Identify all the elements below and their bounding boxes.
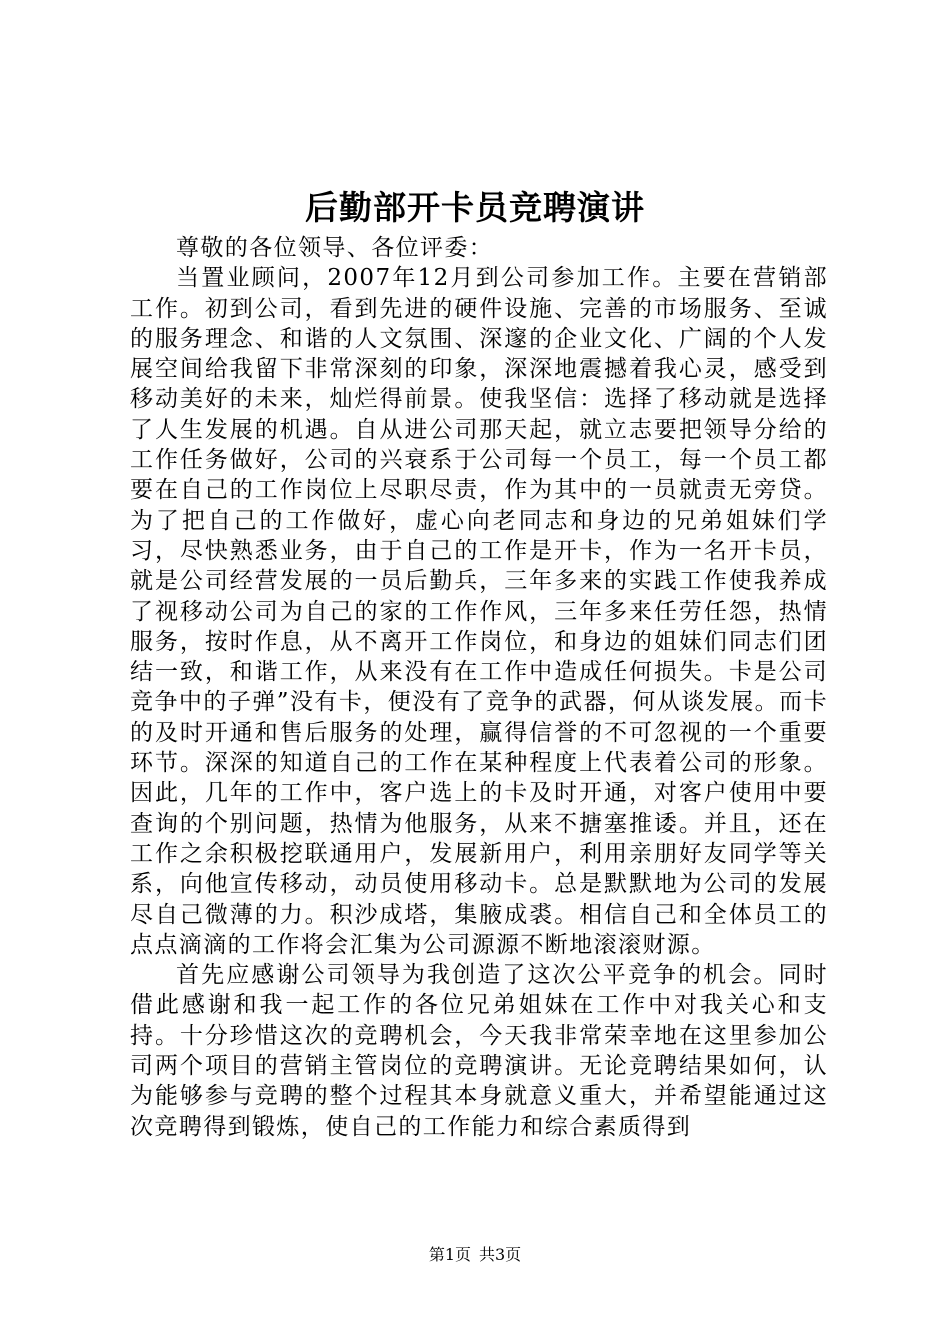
page-footer [0,1244,950,1266]
document-body [130,233,828,1142]
salutation-paragraph: 尊敬的各位领导、各位评委： [176,235,494,261]
page-number-current: 第1页 [428,1245,471,1264]
page-number-total: 共3页 [479,1245,522,1264]
document-title: 后勤部开卡员竞聘演讲 [305,188,645,227]
body-paragraph-1: 当置业顾问，2007年12月到公司参加工作。主要在营销部工作。初到公司，看到先进的硬件设施、完善的市场服务、至诚的服务理念、和谐的人文氛围、深邃的企业文化、广阔的个人发展空间给我留下非常深刻的印象，深深地震撼着我心灵，感受到移动美好的未来，灿烂得前景。使我坚信：选择了移动就是选择了人生发展的机遇。自从进公司那天起，就立志要把领导分给的工作任务做好，公司的兴衰系于公司每一个员工，每一个员工都要在自己的工作岗位上尽职尽责，作为其中的一员就责无旁贷。为了把自己的工作做好，虚心向老同志和身边的兄弟姐妹们学习，尽快熟悉业务，由于自己的工作是开卡，作为一名开卡员，就是公司经营发展的一员后勤兵，三年多来的实践工作使我养成了视移动公司为自己的家的工作作风，三年多来任劳任怨，热情服务，按时作息，从不离开工作岗位，和身边的姐妹们同志们团结一致，和谐工作，从来没有在工作中造成任何损失。卡是公司竞争中的子弹”没有卡，便没有了竞争的武器，何从谈发展。而卡的及时开通和售后服务的处理，赢得信誉的不可忽视的一个重要环节。深深的知道自己的工作在某种程度上代表着公司的形象。因此，几年的工作中，客户选上的卡及时开通，对客户使用中要查询的个别问题，热情为他服务，从来不搪塞推诿。并且，还在工作之余积极挖联通用户，发展新用户，利用亲朋好友同学等关系，向他宣传移动，动员使用移动卡。总是默默地为公司的发展尽自己微薄的力。积沙成塔，集腋成裘。相信自己和全体员工的点点滴滴的工作将会汇集为公司源源不断地滚滚财源。 [130,265,828,958]
body-paragraph-2: 首先应感谢公司领导为我创造了这次公平竞争的机会。同时借此感谢和我一起工作的各位兄弟姐妹在工作中对我关心和支持。十分珍惜这次的竞聘机会，今天我非常荣幸地在这里参加公司两个项目的营销主管岗位的竞聘演讲。无论竞聘结果如何，认为能够参与竞聘的整个过程其本身就意义重大，并希望能通过这次竞聘得到锻炼，使自己的工作能力和综合素质得到 [130,962,828,1140]
